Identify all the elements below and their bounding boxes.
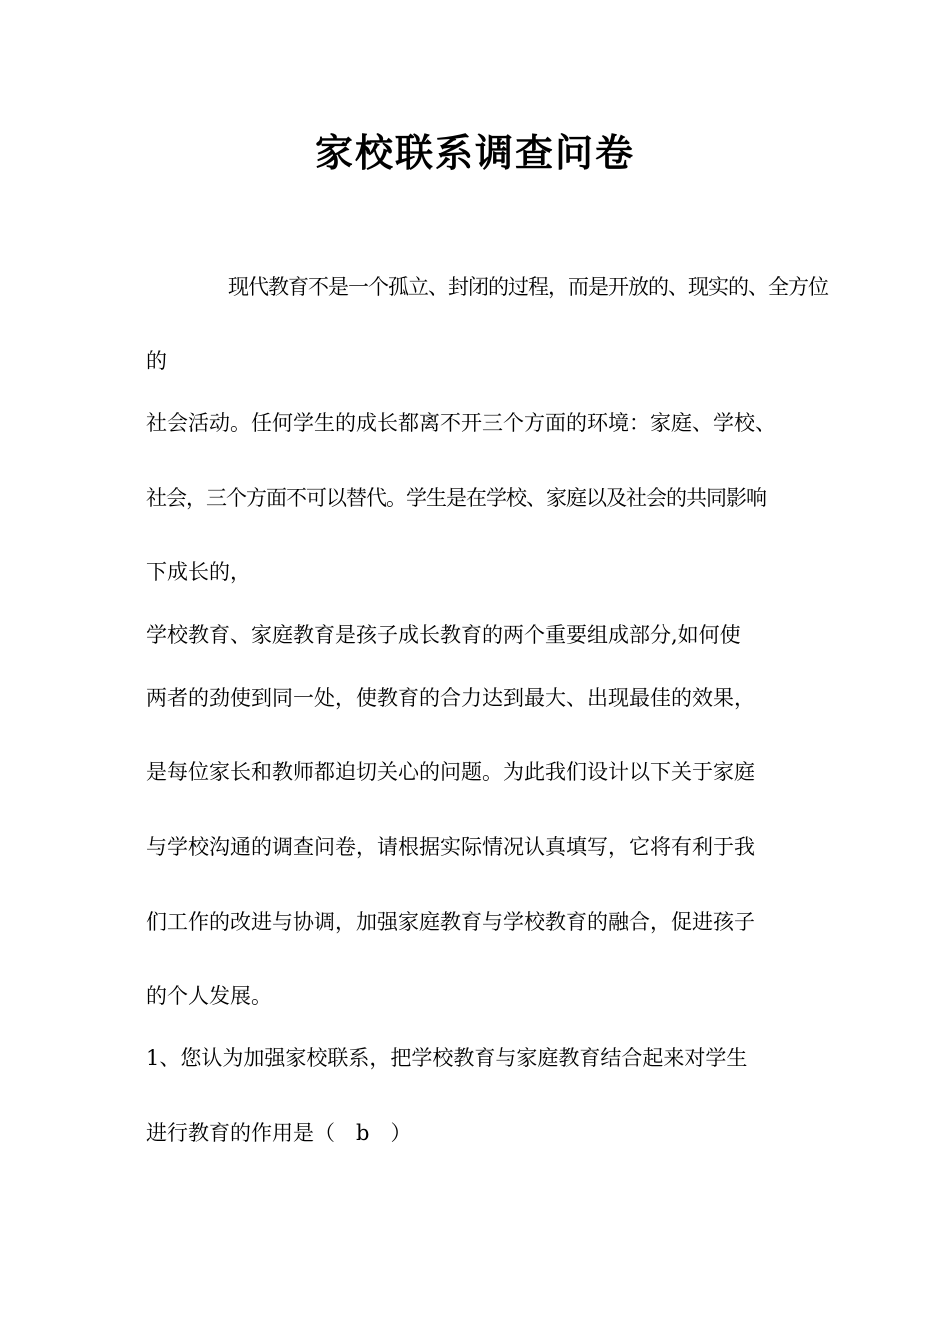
paragraph-line: 两者的劲使到同一处，使教育的合力达到最大、出现最佳的效果，: [146, 686, 755, 710]
paragraph-line: 的个人发展。: [146, 984, 272, 1008]
paragraph-line: 下成长的，: [146, 560, 251, 584]
paragraph-line: 是每位家长和教师都迫切关心的问题。为此我们设计以下关于家庭: [146, 760, 755, 784]
paragraph-line: 社会活动。任何学生的成长都离不开三个方面的环境：家庭、学校、: [146, 411, 776, 435]
question-line: 进行教育的作用是（ b ）: [146, 1121, 412, 1145]
paragraph-line: 现代教育不是一个孤立、封闭的过程，而是开放的、现实的、全方位: [228, 275, 828, 299]
paragraph-line: 学校教育、家庭教育是孩子成长教育的两个重要组成部分,如何使: [146, 623, 741, 647]
paragraph-line: 的: [146, 349, 167, 373]
question-line: 1、您认为加强家校联系，把学校教育与家庭教育结合起来对学生: [146, 1046, 748, 1070]
page-title: 家校联系调查问卷: [314, 130, 635, 175]
paragraph-line: 们工作的改进与协调，加强家庭教育与学校教育的融合，促进孩子: [146, 910, 755, 934]
paragraph-line: 与学校沟通的调查问卷，请根据实际情况认真填写，它将有利于我: [146, 835, 755, 859]
paragraph-line: 社会，三个方面不可以替代。学生是在学校、家庭以及社会的共同影响: [146, 486, 766, 510]
